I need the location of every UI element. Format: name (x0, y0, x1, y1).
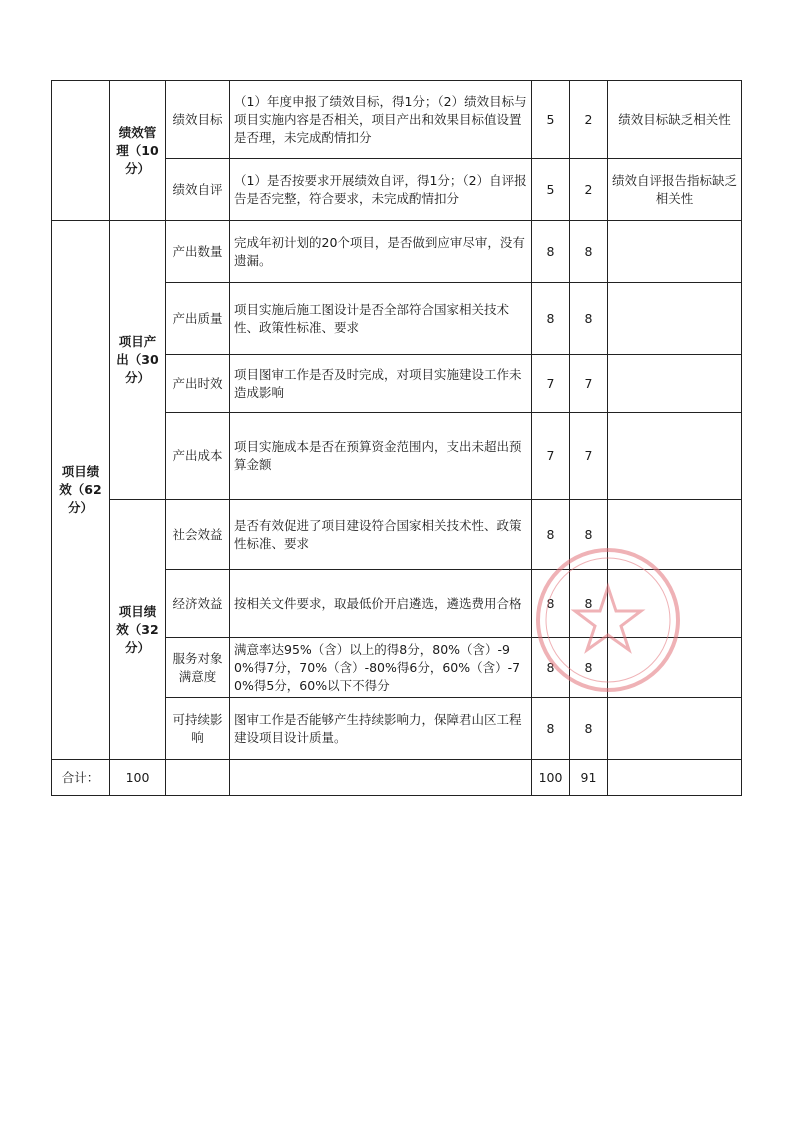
empty-cell (230, 760, 532, 796)
criteria-text: 满意率达95%（含）以上的得8分，80%（含）-90%得7分，70%（含）-80%得6分，60%（含）-70%得5分，60%以下不得分 (230, 638, 532, 698)
actual-score: 8 (570, 570, 608, 638)
empty-cell (608, 760, 742, 796)
table-row (52, 500, 742, 570)
secondary-indicator: 绩效管理（10分） (110, 81, 166, 221)
indicator-name: 可持续影响 (166, 698, 230, 760)
actual-score: 2 (570, 159, 608, 221)
full-score: 8 (532, 283, 570, 355)
full-score: 8 (532, 638, 570, 698)
total-actual-score: 91 (570, 760, 608, 796)
criteria-text: 项目图审工作是否及时完成，对项目实施建设工作未造成影响 (230, 355, 532, 413)
deduction-note: 绩效目标缺乏相关性 (608, 81, 742, 159)
deduction-note (608, 570, 742, 638)
actual-score: 7 (570, 355, 608, 413)
indicator-name: 产出时效 (166, 355, 230, 413)
indicator-name: 绩效自评 (166, 159, 230, 221)
criteria-text: 按相关文件要求，取最低价开启遴选，遴选费用合格 (230, 570, 532, 638)
total-weight: 100 (110, 760, 166, 796)
indicator-name: 产出质量 (166, 283, 230, 355)
actual-score: 8 (570, 500, 608, 570)
deduction-note (608, 283, 742, 355)
full-score: 8 (532, 698, 570, 760)
criteria-text: （1）是否按要求开展绩效自评，得1分；（2）自评报告是否完整，符合要求，未完成酌情扣分 (230, 159, 532, 221)
actual-score: 8 (570, 221, 608, 283)
total-full-score: 100 (532, 760, 570, 796)
indicator-name: 绩效目标 (166, 81, 230, 159)
full-score: 8 (532, 570, 570, 638)
criteria-text: 是否有效促进了项目建设符合国家相关技术性、政策性标准、要求 (230, 500, 532, 570)
indicator-name: 服务对象满意度 (166, 638, 230, 698)
actual-score: 2 (570, 81, 608, 159)
empty-cell (166, 760, 230, 796)
indicator-name: 经济效益 (166, 570, 230, 638)
deduction-note: 绩效自评报告指标缺乏相关性 (608, 159, 742, 221)
full-score: 8 (532, 221, 570, 283)
full-score: 8 (532, 500, 570, 570)
full-score: 7 (532, 413, 570, 500)
criteria-text: 完成年初计划的20个项目，是否做到应审尽审，没有遗漏。 (230, 221, 532, 283)
primary-indicator: 项目绩效（62分） (52, 221, 110, 760)
indicator-name: 产出数量 (166, 221, 230, 283)
deduction-note (608, 355, 742, 413)
primary-cell-empty (52, 81, 110, 221)
full-score: 7 (532, 355, 570, 413)
performance-score-table (51, 80, 742, 796)
deduction-note (608, 500, 742, 570)
criteria-text: 项目实施后施工图设计是否全部符合国家相关技术性、政策性标准、要求 (230, 283, 532, 355)
total-row (52, 760, 742, 796)
criteria-text: 项目实施成本是否在预算资金范围内，支出未超出预算金额 (230, 413, 532, 500)
secondary-indicator: 项目产出（30分） (110, 221, 166, 500)
deduction-note (608, 638, 742, 698)
deduction-note (608, 698, 742, 760)
full-score: 5 (532, 81, 570, 159)
deduction-note (608, 221, 742, 283)
full-score: 5 (532, 159, 570, 221)
indicator-name: 产出成本 (166, 413, 230, 500)
actual-score: 8 (570, 698, 608, 760)
deduction-note (608, 413, 742, 500)
table-row (52, 221, 742, 283)
secondary-indicator: 项目绩效（32分） (110, 500, 166, 760)
indicator-name: 社会效益 (166, 500, 230, 570)
actual-score: 7 (570, 413, 608, 500)
criteria-text: （1）年度申报了绩效目标，得1分；（2）绩效目标与项目实施内容是否相关，项目产出和效果目标值设置是否理，未完成酌情扣分 (230, 81, 532, 159)
actual-score: 8 (570, 638, 608, 698)
total-label: 合计： (52, 760, 110, 796)
criteria-text: 图审工作是否能够产生持续影响力，保障君山区工程建设项目设计质量。 (230, 698, 532, 760)
table-row (52, 81, 742, 159)
actual-score: 8 (570, 283, 608, 355)
